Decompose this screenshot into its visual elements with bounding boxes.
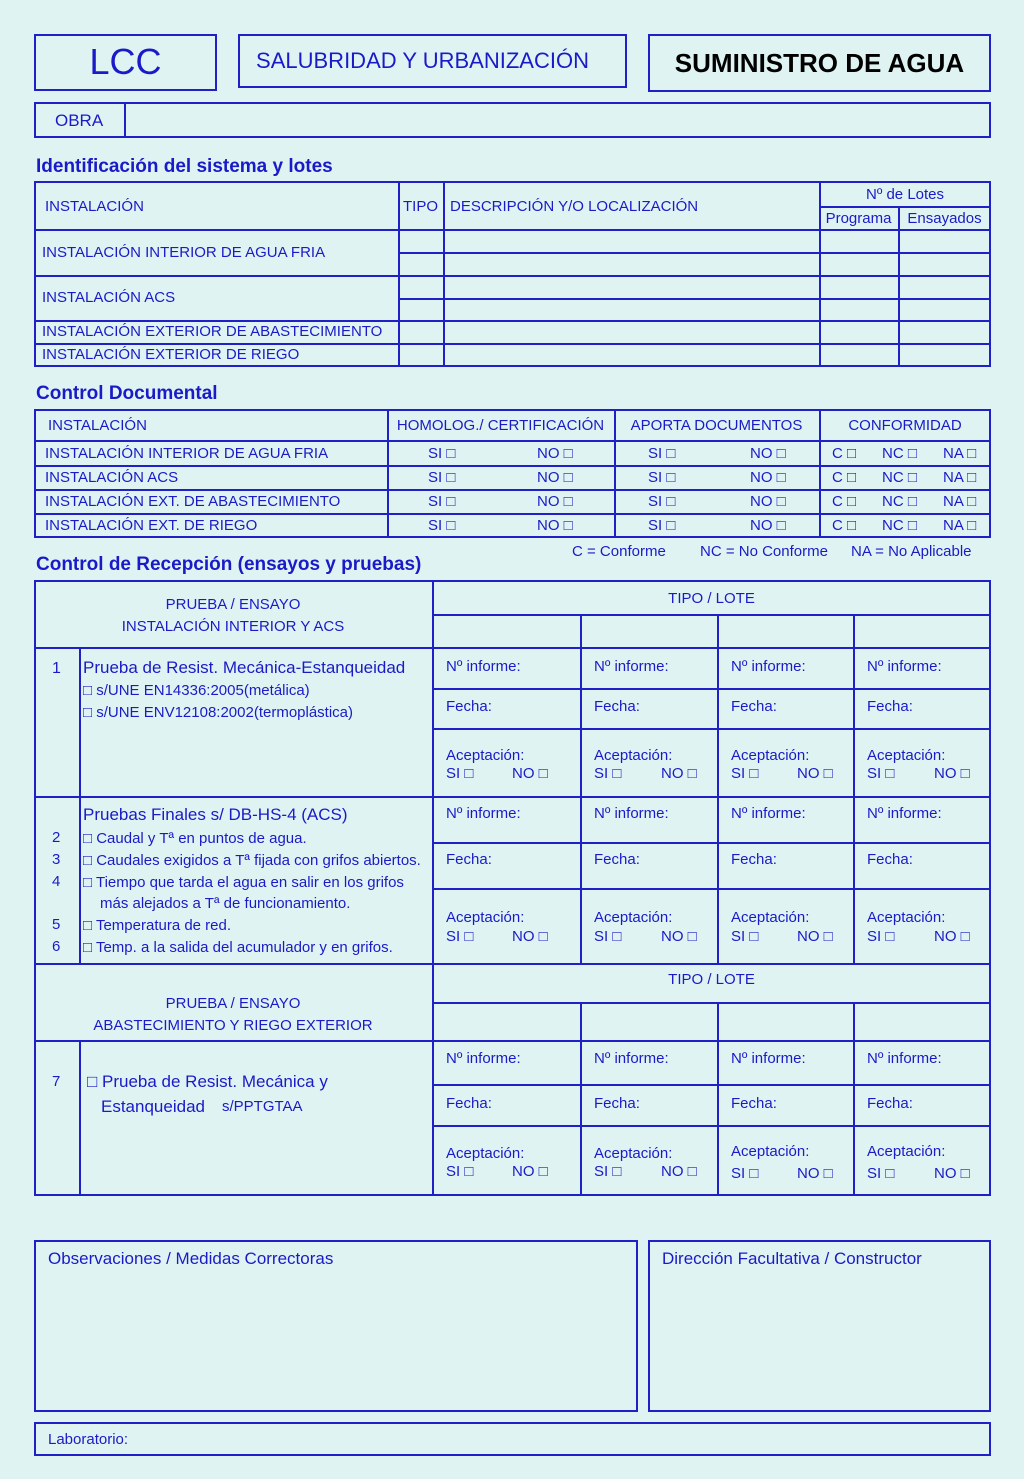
informe-label: Nº informe: — [446, 805, 521, 822]
homolog-si-checkbox[interactable]: SI □ — [428, 517, 456, 534]
legend-conforme: C = Conforme — [572, 543, 666, 560]
homolog-si-checkbox[interactable]: SI □ — [428, 469, 456, 486]
fecha-label: Fecha: — [867, 851, 913, 868]
homolog-no-checkbox[interactable]: NO □ — [537, 469, 573, 486]
identificacion-heading: Identificación del sistema y lotes — [36, 156, 333, 177]
aceptacion-no-checkbox[interactable]: NO □ — [512, 928, 548, 945]
doc-col-aporta: APORTA DOCUMENTOS — [630, 417, 803, 434]
test-number: 7 — [52, 1073, 61, 1090]
informe-label: Nº informe: — [446, 658, 521, 675]
conformidad-c-checkbox[interactable]: C □ — [832, 493, 857, 510]
conformidad-na-checkbox[interactable]: NA □ — [943, 445, 977, 462]
fecha-label: Fecha: — [594, 851, 640, 868]
test2-item[interactable]: □ Caudal y Tª en puntos de agua. — [83, 830, 307, 847]
test7-title[interactable]: □ Prueba de Resist. Mecánica y — [87, 1072, 328, 1091]
page-title: SUMINISTRO DE AGUA — [674, 48, 965, 78]
conformidad-na-checkbox[interactable]: NA □ — [943, 517, 977, 534]
aceptacion-label: Aceptación: — [731, 747, 810, 764]
aceptacion-si-checkbox[interactable]: SI □ — [867, 765, 895, 782]
informe-label: Nº informe: — [594, 1050, 669, 1067]
aporta-si-checkbox[interactable]: SI □ — [648, 469, 676, 486]
recepcion-heading: Control de Recepción (ensayos y pruebas) — [36, 554, 422, 575]
doc-row-label: INSTALACIÓN EXT. DE ABASTECIMIENTO — [45, 493, 341, 510]
aceptacion-no-checkbox[interactable]: NO □ — [797, 1165, 833, 1182]
conformidad-nc-checkbox[interactable]: NC □ — [882, 469, 917, 486]
test2-item[interactable]: □ Temp. a la salida del acumulador y en grifos. — [83, 939, 393, 956]
conformidad-c-checkbox[interactable]: C □ — [832, 445, 857, 462]
homolog-no-checkbox[interactable]: NO □ — [537, 445, 573, 462]
fecha-label: Fecha: — [867, 698, 913, 715]
fecha-label: Fecha: — [594, 698, 640, 715]
aceptacion-si-checkbox[interactable]: SI □ — [867, 1165, 895, 1182]
aceptacion-si-checkbox[interactable]: SI □ — [594, 1163, 622, 1180]
test-number: 3 — [52, 851, 61, 868]
aporta-si-checkbox[interactable]: SI □ — [648, 493, 676, 510]
aporta-no-checkbox[interactable]: NO □ — [750, 445, 786, 462]
lcc-logo-text: LCC — [89, 41, 162, 82]
aceptacion-label: Aceptación: — [867, 909, 946, 926]
test2-item-continuation: más alejados a Tª de funcionamiento. — [100, 895, 351, 912]
informe-label: Nº informe: — [446, 1050, 521, 1067]
conformidad-nc-checkbox[interactable]: NC □ — [882, 445, 917, 462]
informe-label: Nº informe: — [731, 658, 806, 675]
aporta-si-checkbox[interactable]: SI □ — [648, 445, 676, 462]
test7-title-cont: Estanqueidad — [101, 1097, 205, 1116]
aporta-no-checkbox[interactable]: NO □ — [750, 493, 786, 510]
aceptacion-si-checkbox[interactable]: SI □ — [867, 928, 895, 945]
test-number: 5 — [52, 916, 61, 933]
ident-row-label: INSTALACIÓN EXTERIOR DE RIEGO — [42, 346, 300, 363]
direccion-label: Dirección Facultativa / Constructor — [662, 1249, 922, 1268]
aceptacion-label: Aceptación: — [867, 1143, 946, 1160]
aceptacion-label: Aceptación: — [446, 747, 525, 764]
conformidad-c-checkbox[interactable]: C □ — [832, 469, 857, 486]
ident-col-instalacion: INSTALACIÓN — [45, 198, 144, 215]
fecha-label: Fecha: — [446, 1095, 492, 1112]
aceptacion-si-checkbox[interactable]: SI □ — [446, 1163, 474, 1180]
obra-input[interactable] — [126, 104, 989, 136]
tipo-lote-label: TIPO / LOTE — [668, 971, 755, 988]
ident-col-programa: Programa — [825, 210, 892, 227]
doc-col-conformidad: CONFORMIDAD — [848, 417, 962, 434]
aporta-no-checkbox[interactable]: NO □ — [750, 469, 786, 486]
test2-item[interactable]: □ Temperatura de red. — [83, 917, 232, 934]
homolog-no-checkbox[interactable]: NO □ — [537, 493, 573, 510]
documental-heading: Control Documental — [36, 383, 218, 404]
ident-col-lotes: Nº de Lotes — [865, 186, 945, 203]
laboratorio-label: Laboratorio: — [48, 1431, 129, 1448]
aceptacion-no-checkbox[interactable]: NO □ — [797, 765, 833, 782]
aceptacion-si-checkbox[interactable]: SI □ — [731, 928, 759, 945]
conformidad-c-checkbox[interactable]: C □ — [832, 517, 857, 534]
fecha-label: Fecha: — [446, 698, 492, 715]
test-number: 6 — [52, 938, 61, 955]
tipo-lote-label: TIPO / LOTE — [668, 590, 755, 607]
aceptacion-label: Aceptación: — [446, 909, 525, 926]
aceptacion-no-checkbox[interactable]: NO □ — [661, 928, 697, 945]
fecha-label: Fecha: — [594, 1095, 640, 1112]
obra-label: OBRA — [55, 111, 104, 130]
aceptacion-label: Aceptación: — [731, 909, 810, 926]
conformidad-nc-checkbox[interactable]: NC □ — [882, 517, 917, 534]
aceptacion-si-checkbox[interactable]: SI □ — [731, 765, 759, 782]
aceptacion-no-checkbox[interactable]: NO □ — [934, 928, 970, 945]
informe-label: Nº informe: — [594, 658, 669, 675]
fecha-label: Fecha: — [446, 851, 492, 868]
test-number: 4 — [52, 873, 61, 890]
conformidad-nc-checkbox[interactable]: NC □ — [882, 493, 917, 510]
aceptacion-no-checkbox[interactable]: NO □ — [934, 1165, 970, 1182]
aceptacion-label: Aceptación: — [867, 747, 946, 764]
test2-title: Pruebas Finales s/ DB-HS-4 (ACS) — [83, 805, 348, 824]
test1-title: Prueba de Resist. Mecánica-Estanqueidad — [83, 658, 406, 677]
test-number: 2 — [52, 829, 61, 846]
aceptacion-no-checkbox[interactable]: NO □ — [661, 765, 697, 782]
aceptacion-label: Aceptación: — [594, 1145, 673, 1162]
doc-row-label: INSTALACIÓN EXT. DE RIEGO — [45, 517, 258, 534]
doc-col-homolog: HOMOLOG./ CERTIFICACIÓN — [396, 417, 605, 434]
aceptacion-no-checkbox[interactable]: NO □ — [661, 1163, 697, 1180]
test7-norm: s/PPTGTAA — [222, 1098, 303, 1115]
fecha-label: Fecha: — [731, 698, 777, 715]
aceptacion-si-checkbox[interactable]: SI □ — [594, 928, 622, 945]
legend-no-aplicable: NA = No Aplicable — [851, 543, 972, 560]
observaciones-label: Observaciones / Medidas Correctoras — [48, 1249, 334, 1268]
doc-row-label: INSTALACIÓN ACS — [45, 469, 179, 486]
block1-title: PRUEBA / ENSAYO — [165, 596, 301, 613]
homolog-si-checkbox[interactable]: SI □ — [428, 445, 456, 462]
fecha-label: Fecha: — [867, 1095, 913, 1112]
aporta-si-checkbox[interactable]: SI □ — [648, 517, 676, 534]
aceptacion-si-checkbox[interactable]: SI □ — [731, 1165, 759, 1182]
doc-row-label: INSTALACIÓN INTERIOR DE AGUA FRIA — [45, 445, 329, 462]
informe-label: Nº informe: — [594, 805, 669, 822]
ident-col-ensayados: Ensayados — [907, 210, 982, 227]
aceptacion-no-checkbox[interactable]: NO □ — [797, 928, 833, 945]
header-subtitle: SALUBRIDAD Y URBANIZACIÓN — [256, 48, 589, 73]
legend-no-conforme: NC = No Conforme — [700, 543, 828, 560]
informe-label: Nº informe: — [867, 658, 942, 675]
informe-label: Nº informe: — [731, 1050, 806, 1067]
aporta-no-checkbox[interactable]: NO □ — [750, 517, 786, 534]
fecha-label: Fecha: — [731, 851, 777, 868]
block1-subtitle: INSTALACIÓN INTERIOR Y ACS — [121, 618, 345, 635]
fecha-label: Fecha: — [731, 1095, 777, 1112]
aceptacion-si-checkbox[interactable]: SI □ — [446, 928, 474, 945]
aceptacion-label: Aceptación: — [731, 1143, 810, 1160]
aceptacion-no-checkbox[interactable]: NO □ — [512, 765, 548, 782]
aceptacion-label: Aceptación: — [594, 747, 673, 764]
laboratorio-box[interactable] — [34, 1422, 991, 1456]
ident-row-label: INSTALACIÓN INTERIOR DE AGUA FRIA — [42, 244, 326, 261]
test1-option-termoplastica[interactable]: □ s/UNE ENV12108:2002(termoplástica) — [83, 704, 354, 721]
ident-col-tipo: TIPO — [403, 198, 439, 215]
aceptacion-no-checkbox[interactable]: NO □ — [512, 1163, 548, 1180]
doc-col-instalacion: INSTALACIÓN — [48, 417, 147, 434]
informe-label: Nº informe: — [867, 1050, 942, 1067]
conformidad-na-checkbox[interactable]: NA □ — [943, 493, 977, 510]
conformidad-na-checkbox[interactable]: NA □ — [943, 469, 977, 486]
ident-row-label: INSTALACIÓN ACS — [42, 289, 176, 306]
aceptacion-si-checkbox[interactable]: SI □ — [594, 765, 622, 782]
test1-option-metalica[interactable]: □ s/UNE EN14336:2005(metálica) — [83, 682, 310, 699]
ident-col-descripcion: DESCRIPCIÓN Y/O LOCALIZACIÓN — [450, 198, 699, 215]
test2-item[interactable]: □ Tiempo que tarda el agua en salir en los grifos — [83, 874, 404, 891]
test2-item[interactable]: □ Caudales exigidos a Tª fijada con grifos abiertos. — [83, 852, 421, 869]
homolog-no-checkbox[interactable]: NO □ — [537, 517, 573, 534]
informe-label: Nº informe: — [731, 805, 806, 822]
informe-label: Nº informe: — [867, 805, 942, 822]
aceptacion-no-checkbox[interactable]: NO □ — [934, 765, 970, 782]
test-number: 1 — [52, 660, 61, 677]
aceptacion-label: Aceptación: — [446, 1145, 525, 1162]
aceptacion-label: Aceptación: — [594, 909, 673, 926]
ident-row-label: INSTALACIÓN EXTERIOR DE ABASTECIMIENTO — [42, 323, 383, 340]
homolog-si-checkbox[interactable]: SI □ — [428, 493, 456, 510]
aceptacion-si-checkbox[interactable]: SI □ — [446, 765, 474, 782]
block2-title: PRUEBA / ENSAYO — [165, 995, 301, 1012]
block2-subtitle: ABASTECIMIENTO Y RIEGO EXTERIOR — [93, 1017, 373, 1034]
